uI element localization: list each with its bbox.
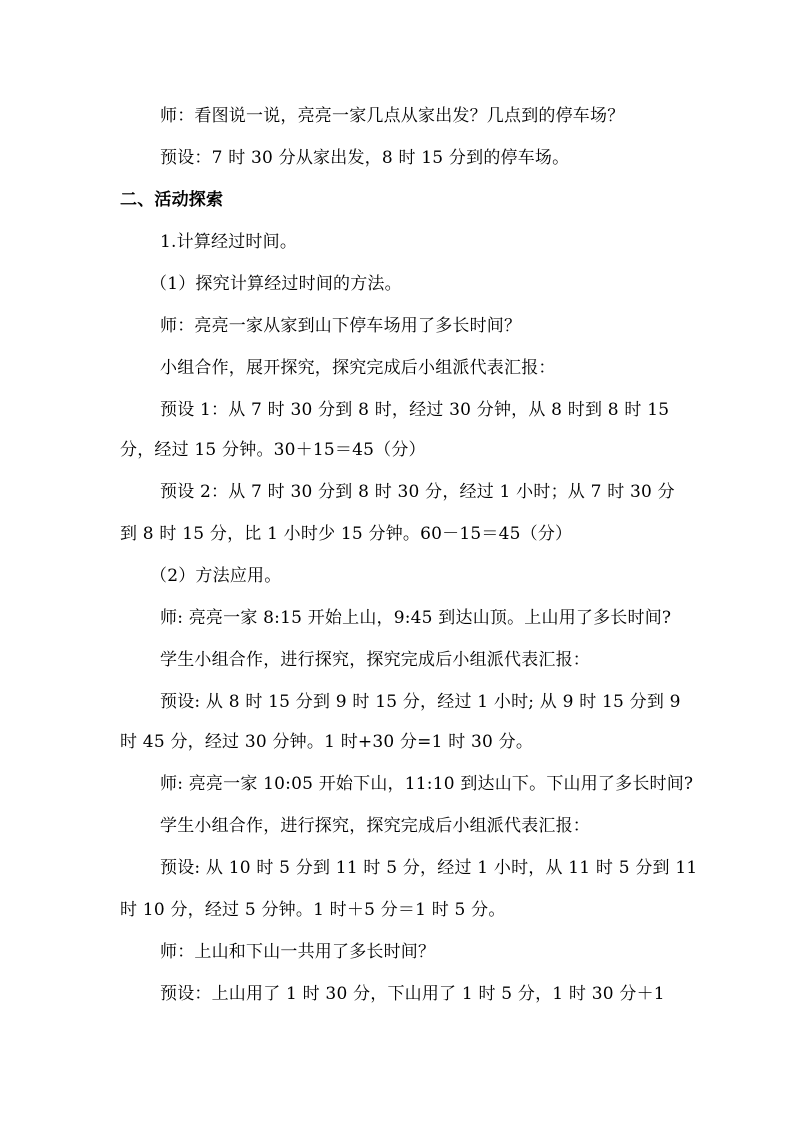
- paragraph-line: 预设：上山用了 1 时 30 分，下山用了 1 时 5 分，1 时 30 分＋1: [160, 984, 665, 1004]
- subsection-heading: 1.计算经过时间。: [160, 232, 298, 252]
- paragraph-line: 分，经过 15 分钟。30＋15＝45（分）: [120, 440, 426, 460]
- paragraph-line: 预设: 从 10 时 5 分到 11 时 5 分，经过 1 小时，从 11 时 5 分到 11: [160, 858, 698, 878]
- paragraph-line: 到 8 时 15 分，比 1 小时少 15 分钟。60－15＝45（分）: [120, 524, 573, 544]
- paragraph-line: 预设 1：从 7 时 30 分到 8 时，经过 30 分钟，从 8 时到 8 时 15: [160, 400, 670, 420]
- paragraph-line: 师：看图说一说，亮亮一家几点从家出发？几点到的停车场？: [160, 106, 625, 126]
- paragraph-line: 小组合作，展开探究，探究完成后小组派代表汇报：: [160, 358, 556, 378]
- paragraph-line: 师：亮亮一家从家到山下停车场用了多长时间？: [160, 316, 522, 336]
- paragraph-line: 学生小组合作，进行探究，探究完成后小组派代表汇报：: [160, 650, 590, 670]
- subsection-heading: （2）方法应用。: [150, 566, 282, 586]
- paragraph-line: 预设 2：从 7 时 30 分到 8 时 30 分，经过 1 小时；从 7 时 30 分: [160, 482, 675, 502]
- paragraph-line: 师：上山和下山一共用了多长时间？: [160, 942, 436, 962]
- paragraph-line: 师: 亮亮一家 10:05 开始下山，11:10 到达山下。下山用了多长时间?: [160, 774, 694, 794]
- paragraph-line: 时 10 分，经过 5 分钟。1 时＋5 分＝1 时 5 分。: [120, 900, 506, 920]
- subsection-heading: （1）探究计算经过时间的方法。: [150, 274, 402, 294]
- paragraph-line: 时 45 分，经过 30 分钟。1 时+30 分=1 时 30 分。: [120, 732, 534, 752]
- paragraph-line: 预设: 从 8 时 15 分到 9 时 15 分，经过 1 小时; 从 9 时 15 分到 9: [160, 692, 681, 712]
- paragraph-line: 学生小组合作，进行探究，探究完成后小组派代表汇报：: [160, 816, 590, 836]
- paragraph-line: 预设：7 时 30 分从家出发，8 时 15 分到的停车场。: [160, 148, 570, 168]
- section-heading: 二、活动探索: [120, 190, 224, 210]
- paragraph-line: 师: 亮亮一家 8:15 开始上山，9:45 到达山顶。上山用了多长时间?: [160, 608, 672, 628]
